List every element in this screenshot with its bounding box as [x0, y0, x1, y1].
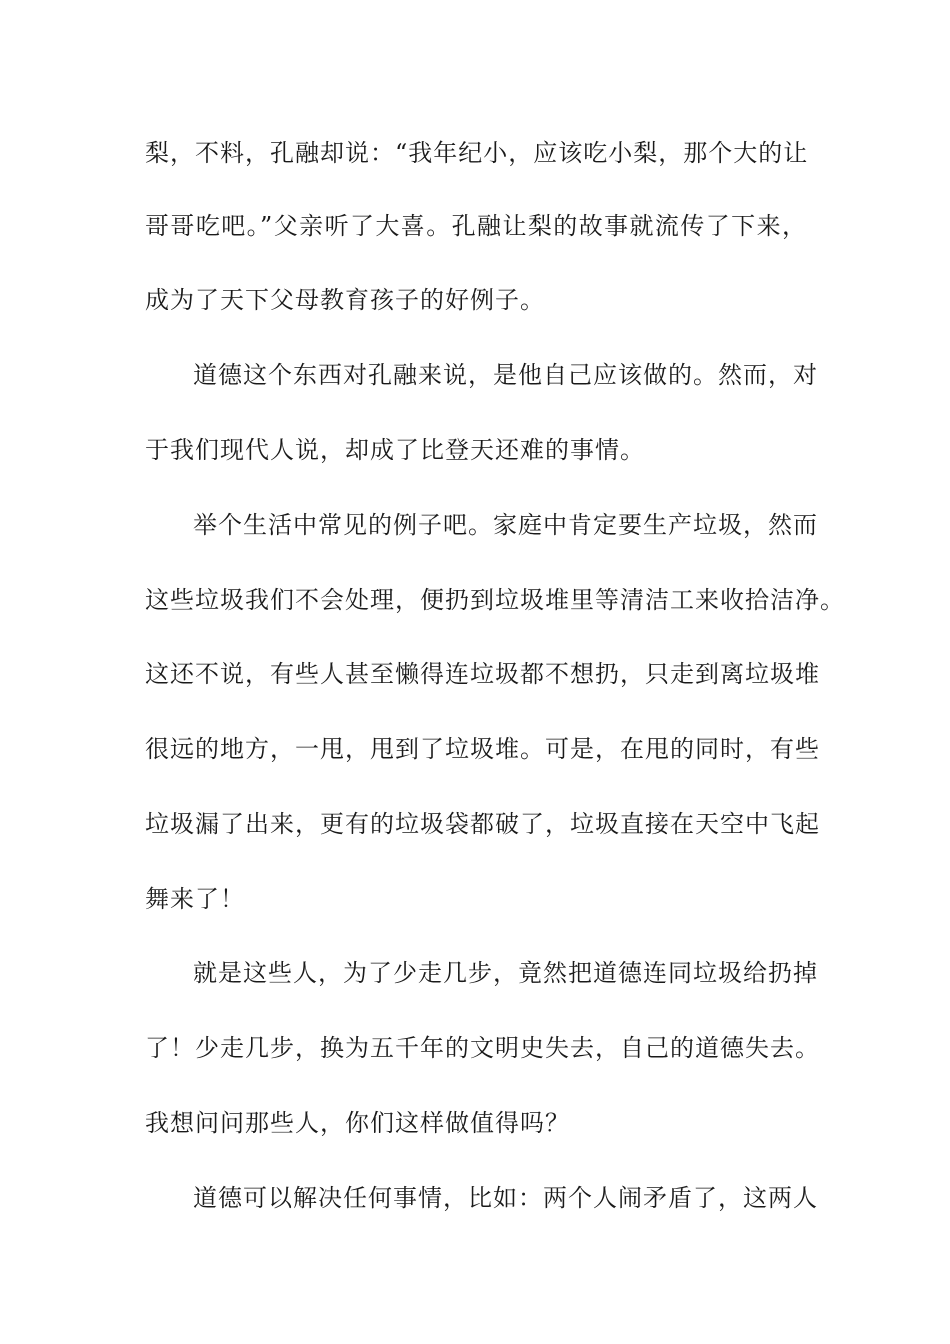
text-line-7: 这些垃圾我们不会处理，便扔到垃圾堆里等清洁工来收拾洁净。	[145, 586, 845, 614]
text-line-12: 就是这些人，为了少走几步，竟然把道德连同垃圾给扔掉	[193, 959, 818, 987]
text-line-9: 很远的地方，一甩，甩到了垃圾堆。可是，在甩的同时，有些	[145, 735, 820, 763]
text-line-2: 哥哥吃吧。”父亲听了大喜。孔融让梨的故事就流传了下来，	[145, 212, 807, 240]
text-line-14: 我想问问那些人，你们这样做值得吗？	[145, 1109, 570, 1137]
text-line-5: 于我们现代人说，却成了比登天还难的事情。	[145, 436, 645, 464]
text-line-11: 舞来了！	[145, 885, 245, 913]
text-line-10: 垃圾漏了出来，更有的垃圾袋都破了，垃圾直接在天空中飞起	[145, 810, 820, 838]
text-line-3: 成为了天下父母教育孩子的好例子。	[145, 286, 545, 314]
text-line-15: 道德可以解决任何事情，比如：两个人闹矛盾了，这两人	[193, 1184, 818, 1212]
text-line-4: 道德这个东西对孔融来说，是他自己应该做的。然而，对	[193, 361, 818, 389]
text-line-8: 这还不说，有些人甚至懒得连垃圾都不想扔，只走到离垃圾堆	[145, 660, 820, 688]
text-line-1: 梨，不料，孔融却说：“我年纪小，应该吃小梨，那个大的让	[145, 139, 809, 167]
text-line-13: 了！少走几步，换为五千年的文明史失去，自己的道德失去。	[145, 1034, 820, 1062]
text-line-6: 举个生活中常见的例子吧。家庭中肯定要生产垃圾，然而	[193, 511, 818, 539]
